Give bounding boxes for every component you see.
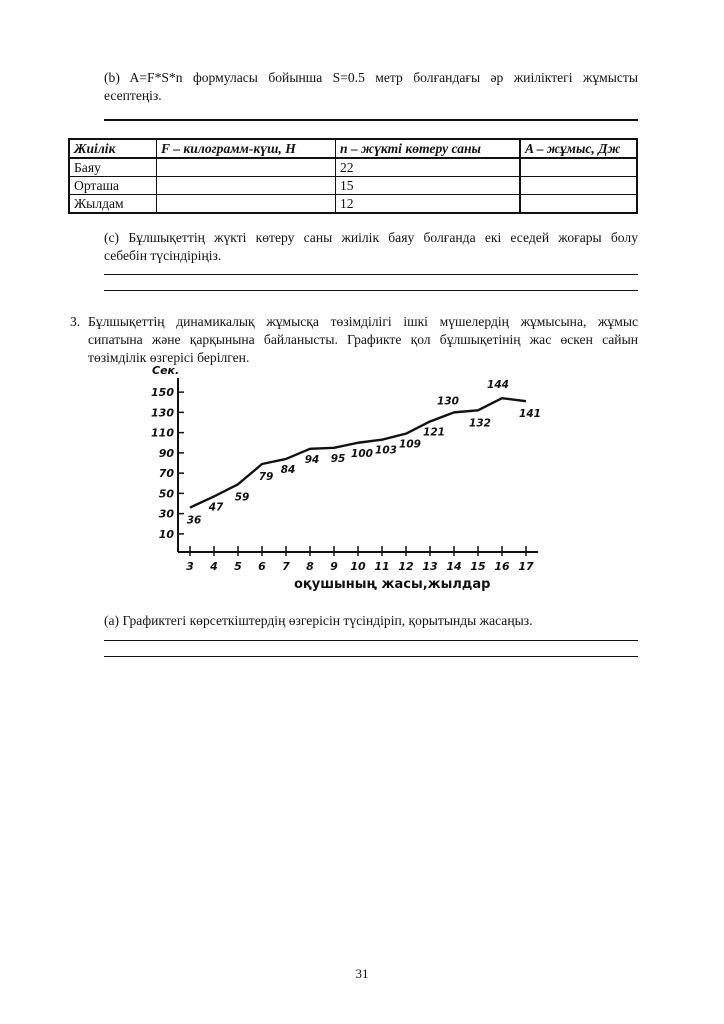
x-tick-label: 10 <box>350 560 366 573</box>
x-tick-label: 14 <box>446 560 462 573</box>
x-tick-label: 8 <box>306 560 314 573</box>
cell-frequency: Баяу <box>69 158 157 177</box>
header-frequency: Жиілік <box>69 139 157 158</box>
data-label: 103 <box>375 444 397 457</box>
cell-frequency: Орташа <box>69 177 157 195</box>
y-tick-label: 30 <box>158 507 174 521</box>
data-label: 94 <box>304 453 320 466</box>
page-number: 31 <box>355 966 369 981</box>
data-label: 130 <box>437 395 459 408</box>
y-tick-labels <box>151 386 184 541</box>
answer-line <box>104 640 638 641</box>
data-label: 109 <box>399 438 421 451</box>
header-lift-count: n – жүкті көтеру саны <box>336 139 521 158</box>
x-tick-labels <box>186 546 534 573</box>
data-label: 36 <box>186 514 202 527</box>
data-label: 79 <box>258 471 274 484</box>
cell-lift-count: 22 <box>336 158 521 177</box>
q3-line2: сипатына және қарқынына байланысты. Графикте қол бұлшықетінің жас өскен сайын <box>88 332 638 347</box>
y-tick-label: 90 <box>158 446 174 460</box>
data-label: 121 <box>423 426 445 439</box>
cell-lift-count: 15 <box>336 177 521 195</box>
data-labels <box>187 379 541 526</box>
data-label: 95 <box>330 452 346 465</box>
x-tick-label: 6 <box>258 560 266 573</box>
y-axis-label: Сек. <box>152 364 180 377</box>
header-force: F – килограмм-күш, Н <box>157 139 336 158</box>
x-tick-label: 9 <box>330 560 338 573</box>
x-tick-label: 17 <box>518 560 534 573</box>
y-tick-label: 130 <box>151 406 174 420</box>
q3-line1: Бұлшықеттің динамикалық жұмысқа төзімділігі ішкі мүшелердің жұмысына, жұмыс <box>88 314 638 329</box>
header-work: A – жұмыс, Дж <box>520 139 637 158</box>
x-tick-label: 7 <box>282 560 290 573</box>
data-label: 100 <box>351 447 373 460</box>
data-label: 144 <box>487 379 509 392</box>
x-tick-label: 13 <box>422 560 438 573</box>
x-tick-label: 16 <box>494 560 510 573</box>
cell-frequency: Жылдам <box>69 195 157 214</box>
x-axis-label: оқушының жасы,жылдар <box>294 577 491 592</box>
data-label: 132 <box>469 417 491 430</box>
x-tick-label: 12 <box>398 560 414 573</box>
data-label: 84 <box>280 463 296 476</box>
data-label: 59 <box>234 491 250 504</box>
data-label: 47 <box>208 501 224 514</box>
q3-line3: төзімділік өзгерісі берілген. <box>88 350 250 365</box>
y-tick-label: 110 <box>151 426 174 440</box>
part-b-line1: (b) A=F*S*n формуласы бойынша S=0.5 метр болғандағы әр жиіліктегі жұмысты <box>104 70 638 85</box>
x-tick-label: 4 <box>210 560 218 573</box>
part-b-line2: есептеңіз. <box>104 88 162 103</box>
y-tick-label: 150 <box>151 386 174 400</box>
part-a-text: (а) Графиктегі көрсеткіштердің өзгерісін түсіндіріп, қорытынды жасаңыз. <box>104 613 533 628</box>
part-c-line1: (c) Бұлшықеттің жүкті көтеру саны жиілік баяу болғанда екі еседей жоғары болу <box>104 230 638 245</box>
part-c-line2: себебін түсіндіріңіз. <box>104 248 222 263</box>
y-tick-label: 10 <box>158 527 174 541</box>
x-tick-label: 3 <box>186 560 194 573</box>
y-tick-label: 70 <box>158 467 174 481</box>
question-number: 3. <box>70 314 81 329</box>
x-tick-label: 5 <box>234 560 242 573</box>
answer-line <box>104 656 638 657</box>
cell-lift-count: 12 <box>336 195 521 214</box>
y-tick-label: 50 <box>158 487 174 501</box>
x-tick-label: 15 <box>470 560 486 573</box>
data-label: 141 <box>519 408 541 421</box>
x-tick-label: 11 <box>374 560 390 573</box>
